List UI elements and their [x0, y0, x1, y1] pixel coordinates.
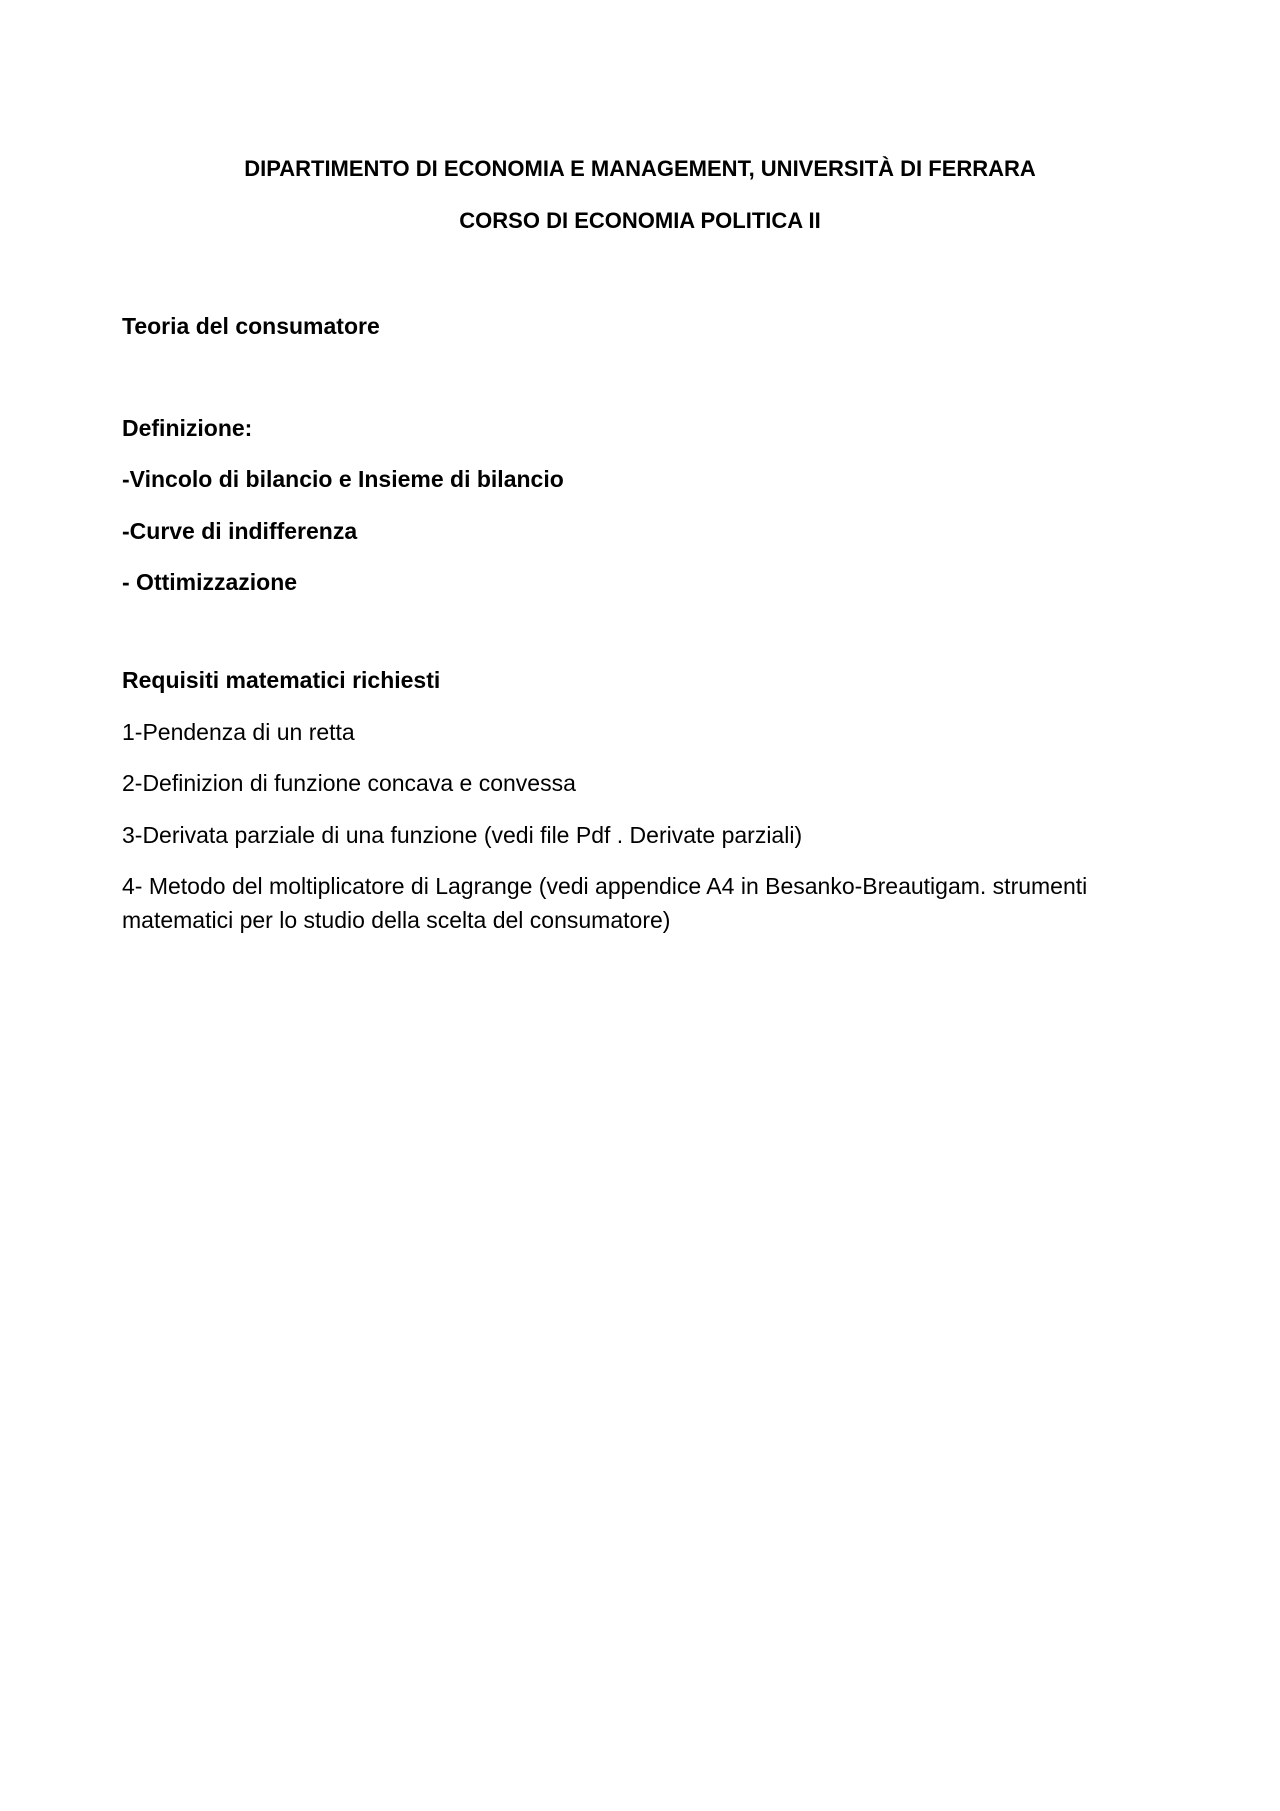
department-heading: DIPARTIMENTO DI ECONOMIA E MANAGEMENT, UNIVERSITÀ DI FERRARA — [244, 156, 1036, 181]
requirement-item: 2-Definizion di funzione concava e convessa — [122, 770, 576, 796]
section-title: Teoria del consumatore — [122, 313, 380, 339]
requirements-title: Requisiti matematici richiesti — [122, 667, 441, 693]
definition-item: -Curve di indifferenza — [122, 518, 358, 544]
requirement-item: 4- Metodo del moltiplicatore di Lagrange (vedi appendice A4 in Besanko-Breautigam. strumenti matematici per lo studio della scelta del consumatore) — [122, 873, 1088, 933]
course-heading: CORSO DI ECONOMIA POLITICA II — [459, 208, 821, 233]
definition-item: -Vincolo di bilancio e Insieme di bilancio — [122, 466, 564, 492]
definitions-title: Definizione: — [122, 415, 253, 441]
requirement-item: 1-Pendenza di un retta — [122, 719, 355, 745]
requirement-item: 3-Derivata parziale di una funzione (vedi file Pdf . Derivate parziali) — [122, 822, 803, 848]
definition-item: - Ottimizzazione — [122, 569, 298, 595]
